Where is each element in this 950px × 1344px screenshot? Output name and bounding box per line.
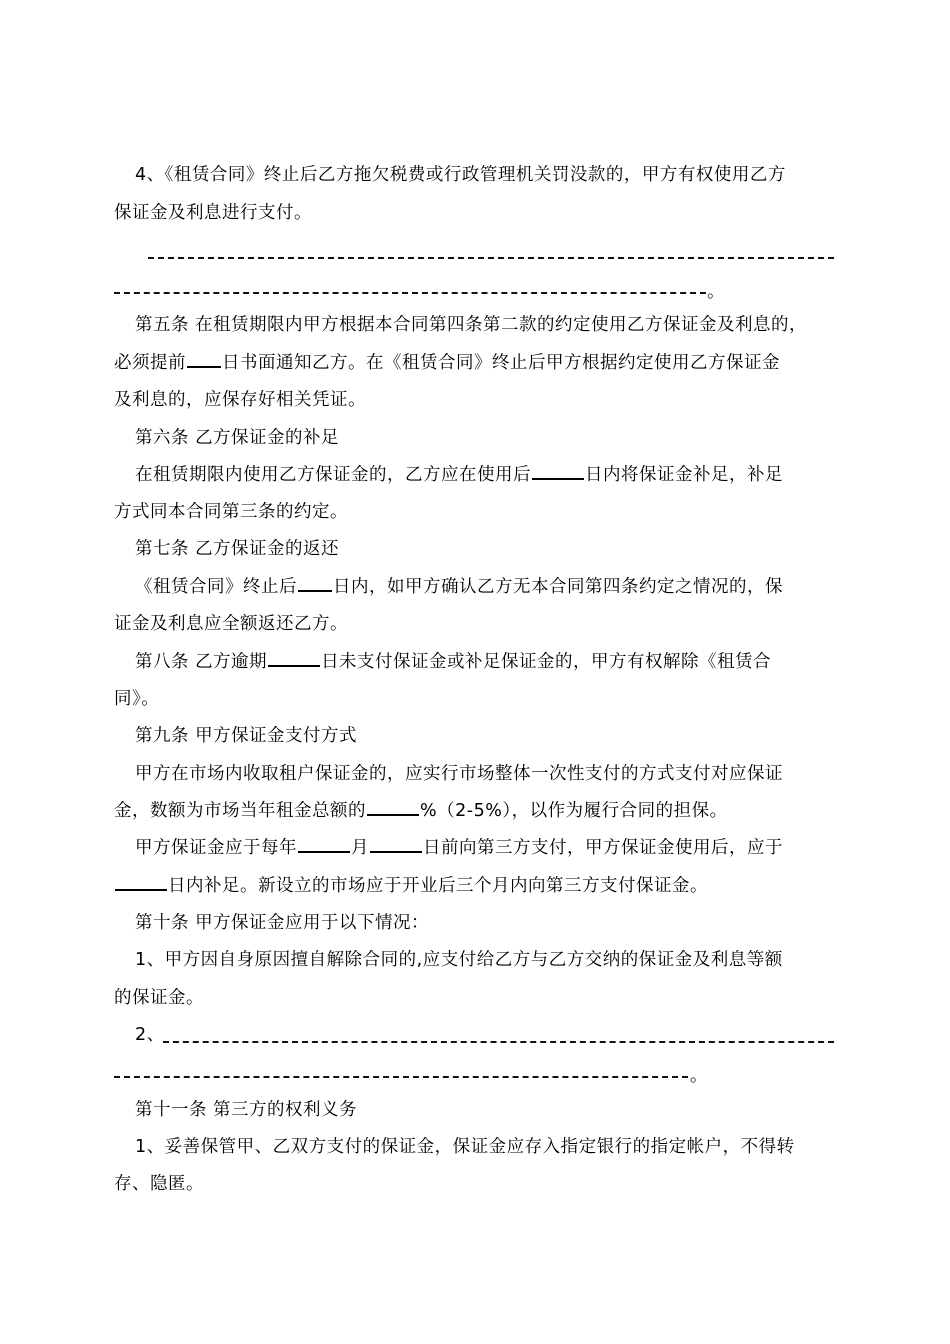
rule-end-period-2: 。 bbox=[690, 1066, 708, 1086]
article-10-line-2: 的保证金。 bbox=[114, 988, 204, 1008]
article-10-line-1: 1、甲方因自身原因擅自解除合同的,应支付给乙方与乙方交纳的保证金及利息等额 bbox=[135, 950, 783, 970]
article-9-title: 第九条 甲方保证金支付方式 bbox=[135, 726, 358, 746]
fill-in-rule-2 bbox=[114, 292, 706, 294]
article-7-title: 第七条 乙方保证金的返还 bbox=[135, 539, 340, 559]
article-5-line-2 bbox=[114, 351, 836, 375]
article-8-line-2: 同》。 bbox=[114, 689, 160, 709]
article-6-line-2: 方式同本合同第三条的约定。 bbox=[114, 502, 348, 522]
article-9-line-3 bbox=[135, 836, 835, 860]
fill-in-rule-3 bbox=[163, 1041, 834, 1043]
article-9-line-2 bbox=[114, 799, 836, 823]
article-8-text-b: 日未支付保证金或补足保证金的，甲方有权解除《租赁合 bbox=[321, 652, 772, 672]
blank-month bbox=[298, 850, 350, 853]
fill-in-rule-1 bbox=[148, 257, 834, 259]
clause-4-line-1: 4、《租赁合同》终止后乙方拖欠税费或行政管理机关罚没款的，甲方有权使用乙方 bbox=[135, 165, 786, 185]
article-9-text-d: 日前向第三方支付，甲方保证金使用后，应于 bbox=[423, 838, 783, 858]
fill-in-rule-4 bbox=[114, 1076, 688, 1078]
article-9-text-a: 金，数额为市场当年租金总额的 bbox=[114, 801, 366, 821]
article-6-title: 第六条 乙方保证金的补足 bbox=[135, 428, 340, 448]
article-9-text-c: 甲方保证金应于每年 bbox=[135, 838, 297, 858]
article-8-line-1 bbox=[135, 650, 835, 674]
article-7-text-b: 日内，如甲方确认乙方无本合同第四条约定之情况的，保 bbox=[333, 577, 783, 597]
article-5-line-3: 及利息的，应保存好相关凭证。 bbox=[114, 390, 366, 410]
article-5-line-1: 第五条 在租赁期限内甲方根据本合同第四条第二款的约定使用乙方保证金及利息的， bbox=[135, 315, 808, 335]
rule-end-period-1: 。 bbox=[707, 282, 725, 302]
article-6-text-b: 日内将保证金补足，补足 bbox=[585, 465, 783, 485]
blank-days-replenish bbox=[532, 477, 584, 480]
article-6-text-a: 在租赁期限内使用乙方保证金的，乙方应在使用后 bbox=[135, 465, 531, 485]
article-9-text-b: %（2-5%），以作为履行合同的担保。 bbox=[420, 801, 728, 821]
article-11-title: 第十一条 第三方的权利义务 bbox=[135, 1100, 358, 1120]
article-10-title: 第十条 甲方保证金应用于以下情况： bbox=[135, 913, 430, 933]
article-9-line-1: 甲方在市场内收取租户保证金的，应实行市场整体一次性支付的方式支付对应保证 bbox=[135, 764, 783, 784]
blank-day bbox=[370, 850, 422, 853]
article-7-line-2: 证金及利息应全额返还乙方。 bbox=[114, 614, 348, 634]
article-11-line-1: 1、妥善保管甲、乙双方支付的保证金，保证金应存入指定银行的指定帐户，不得转 bbox=[135, 1137, 795, 1157]
article-9-text-e: 日内补足。新设立的市场应于开业后三个月内向第三方支付保证金。 bbox=[168, 876, 708, 896]
blank-days-notice bbox=[187, 365, 221, 368]
article-5-text-b: 日书面通知乙方。在《租赁合同》终止后甲方根据约定使用乙方保证金 bbox=[222, 353, 780, 373]
article-5-text-a: 必须提前 bbox=[114, 353, 186, 373]
article-9-line-4 bbox=[114, 874, 836, 898]
blank-days-overdue bbox=[268, 664, 320, 667]
clause-4-line-2: 保证金及利息进行支付。 bbox=[114, 203, 312, 223]
blank-days-topup bbox=[115, 888, 167, 891]
article-10-item-2-label: 2、 bbox=[135, 1025, 165, 1045]
blank-days-return bbox=[298, 589, 332, 592]
article-7-text-a: 《租赁合同》终止后 bbox=[135, 577, 297, 597]
article-9-text-month: 月 bbox=[351, 838, 369, 858]
blank-percent bbox=[367, 813, 419, 816]
article-11-line-2: 存、隐匿。 bbox=[114, 1174, 204, 1194]
article-7-line-1 bbox=[135, 575, 835, 599]
article-6-line-1 bbox=[135, 463, 835, 487]
article-8-text-a: 第八条 乙方逾期 bbox=[135, 652, 268, 672]
